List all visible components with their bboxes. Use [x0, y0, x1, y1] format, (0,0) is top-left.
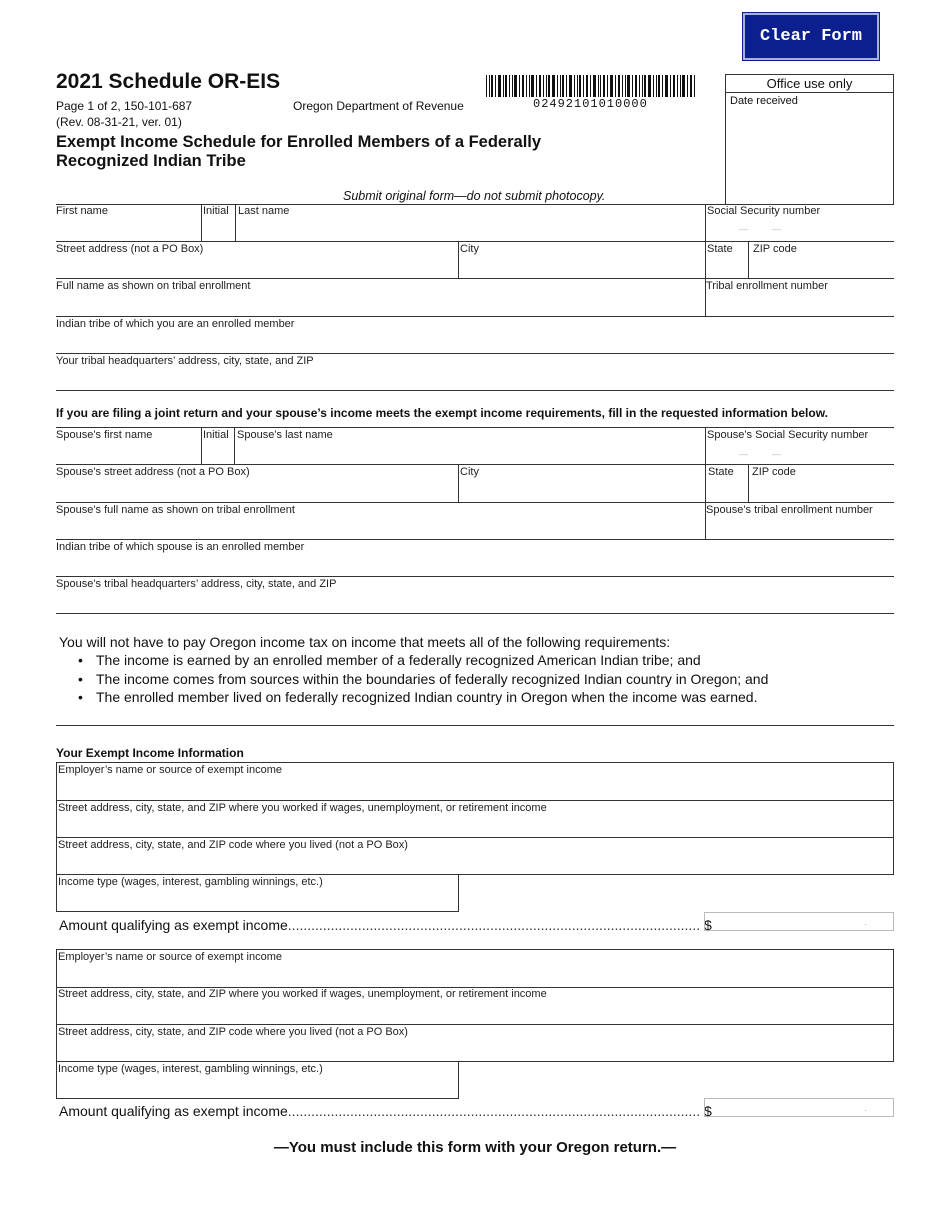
spouse-state-field[interactable]: State	[708, 466, 734, 478]
form-title: 2021 Schedule OR-EIS	[56, 70, 281, 93]
requirements-intro: You will not have to pay Oregon income tax on income that meets all of the following requirements:	[59, 634, 671, 650]
page-info: Page 1 of 2, 150-101-687	[56, 99, 193, 113]
department-name: Oregon Department of Revenue	[293, 99, 464, 113]
spouse-zip-field[interactable]: ZIP code	[752, 466, 796, 478]
divider	[56, 539, 894, 540]
ssn-dash: —	[739, 449, 748, 459]
leader-dots: ..........................................................................................................	[287, 917, 704, 933]
spouse-last-name-field[interactable]: Spouse’s last name	[237, 429, 333, 441]
divider	[235, 204, 236, 241]
last-name-field[interactable]: Last name	[238, 205, 290, 217]
exempt-income-block-1	[56, 762, 894, 875]
spouse-first-name-field[interactable]: Spouse’s first name	[56, 429, 153, 441]
amount-label-1: Amount qualifying as exempt income	[59, 917, 288, 933]
amount-row-2	[59, 1103, 712, 1119]
divider	[56, 576, 894, 577]
divider	[56, 427, 894, 428]
income-type-label-2: Income type (wages, interest, gambling winnings, etc.)	[58, 1063, 323, 1075]
amount-field-1[interactable]	[704, 912, 894, 931]
first-name-field[interactable]: First name	[56, 205, 108, 217]
tribal-enrollment-number-field[interactable]: Tribal enrollment number	[706, 280, 828, 292]
requirement-item: • The enrolled member lived on federally recognized Indian country in Oregon when the income was earned.	[78, 689, 768, 708]
divider	[705, 427, 706, 540]
city-field[interactable]: City	[460, 243, 479, 255]
divider	[56, 390, 894, 391]
ssn-field[interactable]: Social Security number	[707, 205, 821, 217]
amount-field-2[interactable]	[704, 1098, 894, 1117]
form-subtitle	[56, 133, 541, 171]
decimal-point: .	[864, 1103, 867, 1113]
exempt-income-block-2	[56, 949, 894, 1062]
spouse-instruction: If you are filing a joint return and your spouse’s income meets the exempt income requirements, fill in the requested information below.	[56, 406, 828, 420]
leader-dots: ..........................................................................................................	[287, 1103, 704, 1119]
exempt-income-heading: Your Exempt Income Information	[56, 746, 244, 760]
clear-form-button[interactable]: Clear Form	[743, 13, 879, 60]
divider	[458, 464, 459, 502]
spouse-tribe-field[interactable]: Indian tribe of which spouse is an enrolled member	[56, 541, 305, 553]
divider	[56, 1024, 894, 1025]
subtitle-line-2: Recognized Indian Tribe	[56, 152, 246, 170]
street-address-field[interactable]: Street address (not a PO Box)	[56, 243, 204, 255]
revision-info: (Rev. 08-31-21, ver. 01)	[56, 115, 182, 129]
ssn-dash: —	[739, 224, 748, 234]
lived-address-field-1[interactable]: Street address, city, state, and ZIP code where you lived (not a PO Box)	[58, 839, 408, 851]
requirement-item: • The income comes from sources within the boundaries of federally recognized Indian country in Oregon; and	[78, 671, 768, 690]
footer-note: —You must include this form with your Oregon return.—	[273, 1139, 677, 1156]
divider	[458, 241, 459, 279]
initial-field[interactable]: Initial	[203, 205, 229, 217]
divider	[56, 241, 894, 242]
work-address-field-2[interactable]: Street address, city, state, and ZIP where you worked if wages, unemployment, or retirement income	[58, 988, 547, 1000]
divider	[56, 613, 894, 614]
employer-field-1[interactable]: Employer’s name or source of exempt income	[58, 764, 282, 776]
barcode-number: 02492101010000	[533, 97, 648, 111]
date-received-label: Date received	[730, 95, 798, 107]
divider	[56, 725, 894, 726]
spouse-initial-field[interactable]: Initial	[203, 429, 229, 441]
divider	[56, 316, 894, 317]
submit-note: Submit original form—do not submit photocopy.	[343, 189, 606, 203]
divider	[201, 204, 202, 241]
office-use-title: Office use only	[726, 75, 893, 93]
employer-field-2[interactable]: Employer’s name or source of exempt income	[58, 951, 282, 963]
decimal-point: .	[864, 917, 867, 927]
zip-field[interactable]: ZIP code	[753, 243, 797, 255]
divider	[748, 241, 749, 279]
tribe-field[interactable]: Indian tribe of which you are an enrolled member	[56, 318, 295, 330]
divider	[56, 464, 894, 465]
ssn-dash: —	[772, 224, 781, 234]
dollar-sign: $	[704, 1103, 712, 1119]
divider	[234, 427, 235, 464]
tribal-hq-field[interactable]: Your tribal headquarters’ address, city, state, and ZIP	[56, 355, 314, 367]
spouse-tribal-hq-field[interactable]: Spouse’s tribal headquarters’ address, city, state, and ZIP	[56, 578, 337, 590]
office-use-box	[725, 74, 894, 205]
requirement-item: • The income is earned by an enrolled member of a federally recognized American Indian tribe; and	[78, 652, 768, 671]
spouse-tribal-full-name-field[interactable]: Spouse’s full name as shown on tribal enrollment	[56, 504, 295, 516]
spouse-city-field[interactable]: City	[460, 466, 479, 478]
requirements-list	[78, 652, 768, 708]
divider	[56, 278, 894, 279]
divider	[201, 427, 202, 464]
ssn-dash: —	[772, 449, 781, 459]
tribal-full-name-field[interactable]: Full name as shown on tribal enrollment	[56, 280, 251, 292]
spouse-tribal-enrollment-number-field[interactable]: Spouse’s tribal enrollment number	[706, 504, 873, 516]
amount-row-1	[59, 917, 712, 933]
barcode-image	[486, 75, 696, 97]
spouse-street-address-field[interactable]: Spouse’s street address (not a PO Box)	[56, 466, 250, 478]
divider	[56, 800, 894, 801]
dollar-sign: $	[704, 917, 712, 933]
divider	[748, 464, 749, 502]
income-type-label-1: Income type (wages, interest, gambling winnings, etc.)	[58, 876, 323, 888]
subtitle-line-1: Exempt Income Schedule for Enrolled Members of a Federally	[56, 133, 542, 151]
work-address-field-1[interactable]: Street address, city, state, and ZIP where you worked if wages, unemployment, or retirement income	[58, 802, 547, 814]
divider	[56, 502, 894, 503]
state-field[interactable]: State	[707, 243, 733, 255]
divider	[705, 204, 706, 317]
spouse-ssn-field[interactable]: Spouse’s Social Security number	[707, 429, 869, 441]
amount-label-2: Amount qualifying as exempt income	[59, 1103, 288, 1119]
lived-address-field-2[interactable]: Street address, city, state, and ZIP code where you lived (not a PO Box)	[58, 1026, 408, 1038]
divider	[56, 837, 894, 838]
divider	[56, 353, 894, 354]
